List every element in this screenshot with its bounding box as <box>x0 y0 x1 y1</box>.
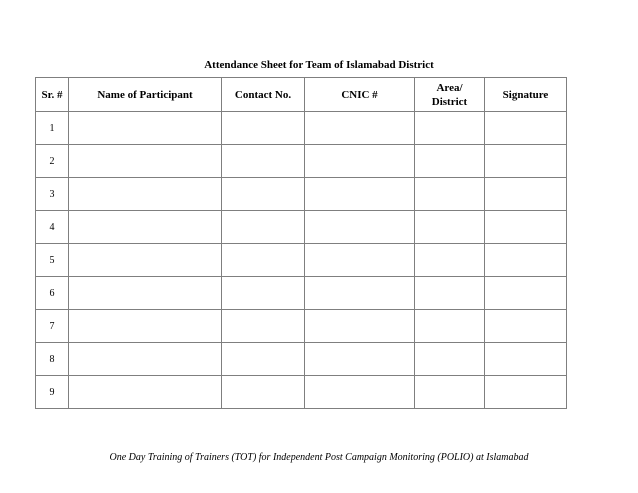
name-cell <box>69 376 222 409</box>
signature-cell <box>485 376 567 409</box>
cnic-cell <box>305 244 415 277</box>
signature-cell <box>485 343 567 376</box>
table-row <box>36 343 567 376</box>
contact-cell <box>222 343 305 376</box>
name-cell <box>69 310 222 343</box>
signature-cell <box>485 211 567 244</box>
cnic-cell <box>305 376 415 409</box>
signature-cell <box>485 310 567 343</box>
contact-cell <box>222 145 305 178</box>
sr-cell: 8 <box>36 343 69 376</box>
name-cell <box>69 211 222 244</box>
name-cell <box>69 244 222 277</box>
sheet-title: Attendance Sheet for Team of Islamabad District <box>204 59 434 71</box>
name-cell <box>69 277 222 310</box>
area-district-cell <box>415 211 485 244</box>
area-district-cell <box>415 145 485 178</box>
sr-cell: 4 <box>36 211 69 244</box>
column-header-cnic: CNIC # <box>305 78 415 112</box>
table-row <box>36 178 567 211</box>
sr-cell: 3 <box>36 178 69 211</box>
sr-cell: 2 <box>36 145 69 178</box>
column-header-area-district: Area/ District <box>415 78 485 112</box>
sr-cell: 1 <box>36 112 69 145</box>
sr-cell: 6 <box>36 277 69 310</box>
attendance-table <box>35 77 567 409</box>
signature-cell <box>485 244 567 277</box>
sr-cell: 5 <box>36 244 69 277</box>
name-cell <box>69 112 222 145</box>
area-district-cell <box>415 376 485 409</box>
column-header-sr: Sr. # <box>36 78 69 112</box>
signature-cell <box>485 112 567 145</box>
table-row <box>36 310 567 343</box>
name-cell <box>69 343 222 376</box>
cnic-cell <box>305 310 415 343</box>
signature-cell <box>485 178 567 211</box>
contact-cell <box>222 211 305 244</box>
area-district-cell <box>415 343 485 376</box>
area-district-cell <box>415 277 485 310</box>
sr-cell: 7 <box>36 310 69 343</box>
contact-cell <box>222 310 305 343</box>
area-district-cell <box>415 178 485 211</box>
table-row <box>36 211 567 244</box>
contact-cell <box>222 178 305 211</box>
cnic-cell <box>305 112 415 145</box>
column-header-signature: Signature <box>485 78 567 112</box>
cnic-cell <box>305 211 415 244</box>
table-row <box>36 376 567 409</box>
header-row <box>36 78 567 112</box>
table-row <box>36 112 567 145</box>
contact-cell <box>222 244 305 277</box>
cnic-cell <box>305 343 415 376</box>
column-header-name: Name of Participant <box>69 78 222 112</box>
footer-note: One Day Training of Trainers (TOT) for Independent Post Campaign Monitoring (POLIO) at Islamabad <box>109 452 529 463</box>
area-district-cell <box>415 310 485 343</box>
column-header-contact: Contact No. <box>222 78 305 112</box>
signature-cell <box>485 277 567 310</box>
table-row <box>36 145 567 178</box>
cnic-cell <box>305 178 415 211</box>
contact-cell <box>222 376 305 409</box>
signature-cell <box>485 145 567 178</box>
area-district-cell <box>415 244 485 277</box>
contact-cell <box>222 277 305 310</box>
sr-cell: 9 <box>36 376 69 409</box>
contact-cell <box>222 112 305 145</box>
area-district-cell <box>415 112 485 145</box>
name-cell <box>69 145 222 178</box>
cnic-cell <box>305 277 415 310</box>
table-row <box>36 277 567 310</box>
cnic-cell <box>305 145 415 178</box>
name-cell <box>69 178 222 211</box>
table-row <box>36 244 567 277</box>
